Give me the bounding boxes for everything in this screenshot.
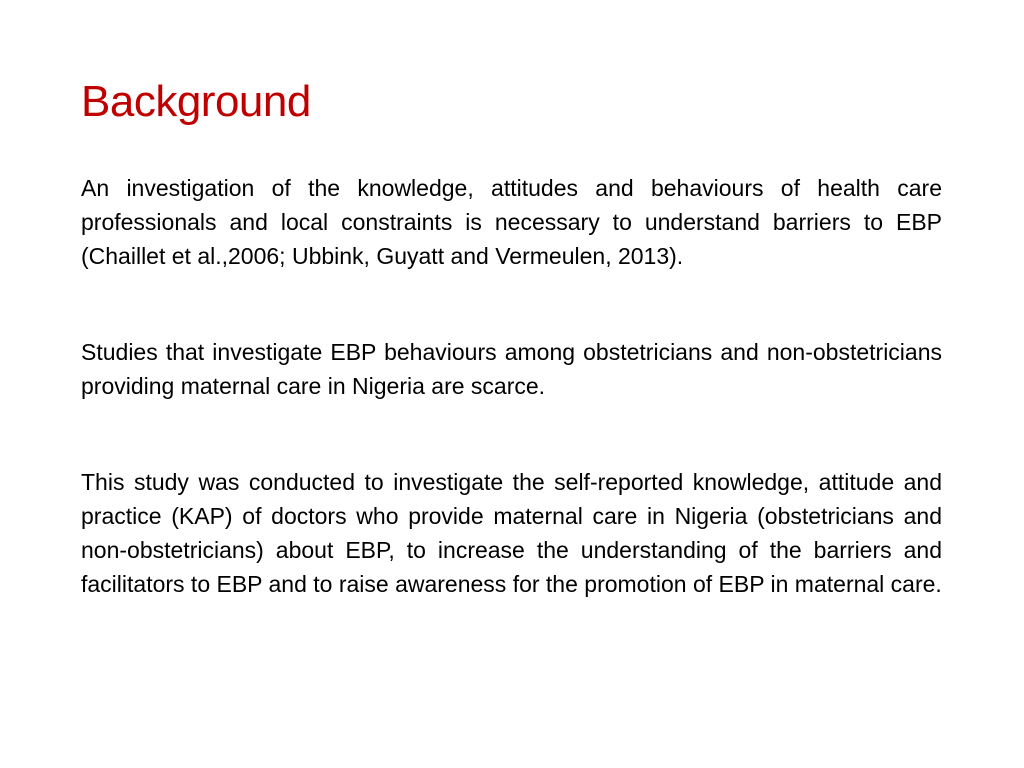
slide-title: Background [81,77,311,126]
paragraph-study-purpose: This study was conducted to investigate the self-reported knowledge, attitude and practice (KAP) of doctors who provide maternal care in Nigeria (obstetricians and non-obstetricians) about EBP, to increase the understanding of the barriers and facilitators to EBP and to raise awareness for the promotion of EBP in maternal care. [81,469,942,597]
paragraph-knowledge-attitudes: An investigation of the knowledge, attitudes and behaviours of health care professionals and local constraints is necessary to understand barriers to EBP (Chaillet et al.,2006; Ubbink, Guyatt and Vermeulen, 2013). [81,175,942,269]
slide-body [81,171,942,601]
paragraph-studies-scarce: Studies that investigate EBP behaviours among obstetricians and non-obstetricians providing maternal care in Nigeria are scarce. [81,339,942,399]
